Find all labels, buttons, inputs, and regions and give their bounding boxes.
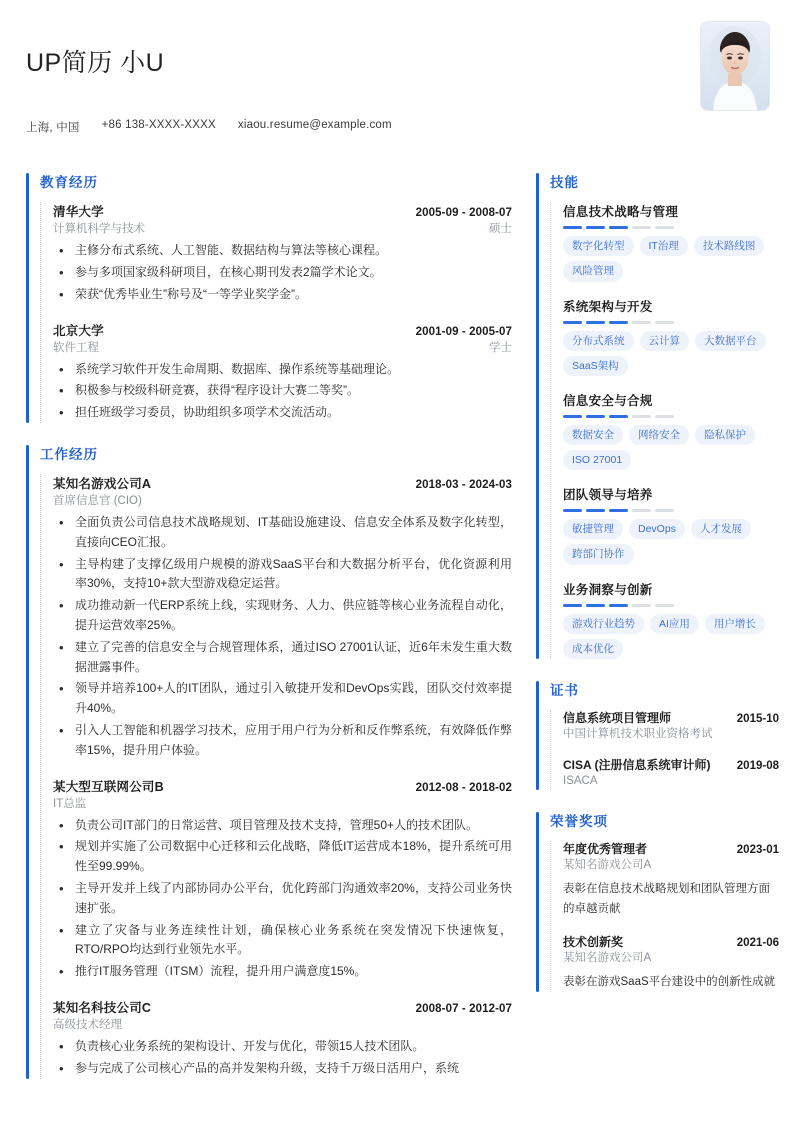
skill-tag[interactable]: 用户增长 xyxy=(705,614,765,634)
skill-level-meter xyxy=(563,226,779,229)
certificate-date: 2015-10 xyxy=(736,712,779,725)
skill-tag[interactable]: 分布式系统 xyxy=(563,331,634,351)
level-seg xyxy=(609,226,628,229)
honor-item xyxy=(563,934,779,992)
entry-header xyxy=(53,777,512,795)
honor-header xyxy=(563,934,779,950)
certificate-name: CISA (注册信息系统审计师) xyxy=(563,758,711,773)
certificate-item xyxy=(563,757,779,789)
skill-group xyxy=(563,391,779,470)
level-seg xyxy=(563,415,582,418)
entry-header xyxy=(53,321,512,339)
level-seg xyxy=(632,415,651,418)
education-entry xyxy=(53,202,512,304)
education-bullets xyxy=(53,241,512,304)
degree: 学士 xyxy=(489,341,512,354)
level-seg xyxy=(586,321,605,324)
skill-tag[interactable]: 隐私保护 xyxy=(695,425,755,445)
bullet-item: • 主导构建了支撑亿级用户规模的游戏SaaS平台和大数据分析平台，优化资源利用率30%，支持10+款大型游戏稳定运营。 xyxy=(53,555,512,595)
bullet-item: • 主修分布式系统、人工智能、数据结构与算法等核心课程。 xyxy=(53,241,512,261)
level-seg xyxy=(586,509,605,512)
honor-date: 2021-06 xyxy=(736,937,779,950)
level-seg xyxy=(586,604,605,607)
skill-tag[interactable]: 网络安全 xyxy=(629,425,689,445)
skill-group xyxy=(563,580,779,659)
certificate-items xyxy=(550,710,779,790)
work-date: 2018-03 - 2024-03 xyxy=(415,479,512,492)
avatar xyxy=(701,22,769,110)
bullet-item: • 领导并培养100+人的IT团队，通过引入敏捷开发和DevOps实践，团队交付效率提升40%。 xyxy=(53,679,512,719)
school-name: 清华大学 xyxy=(53,205,104,220)
work-entry xyxy=(53,474,512,761)
section-certificates xyxy=(536,679,779,790)
certificate-header xyxy=(563,757,779,773)
education-date: 2001-09 - 2005-07 xyxy=(415,325,512,338)
contact-phone: +86 138-XXXX-XXXX xyxy=(101,119,216,132)
skill-tag[interactable]: 数据安全 xyxy=(563,425,623,445)
left-column xyxy=(26,171,512,1098)
skill-tag[interactable]: 敏捷管理 xyxy=(563,519,623,539)
certificate-date: 2019-08 xyxy=(736,760,779,773)
skill-group-name: 业务洞察与创新 xyxy=(563,582,653,597)
certificate-name: 信息系统项目管理师 xyxy=(563,710,672,725)
section-title-education: 教育经历 xyxy=(40,175,98,191)
resume-header xyxy=(26,0,773,135)
bullet-item: • 参与多项国家级科研项目，在核心期刊发表2篇学术论文。 xyxy=(53,263,512,283)
right-column xyxy=(536,171,779,1098)
skill-tag[interactable]: IT治理 xyxy=(640,236,688,256)
level-seg xyxy=(655,226,674,229)
skill-tag[interactable]: 人才发展 xyxy=(691,519,751,539)
skill-tags xyxy=(563,236,779,281)
bullet-item: • 引入人工智能和机器学习技术，应用于用户行为分析和反作弊系统，有效降低作弊率15%，提升用户体验。 xyxy=(53,721,512,761)
bullet-item: • 系统学习软件开发生命周期、数据库、操作系统等基础理论。 xyxy=(53,360,512,380)
section-skills xyxy=(536,171,779,659)
level-seg xyxy=(563,321,582,324)
bullet-item: • 参与完成了公司核心产品的高并发架构升级，支持千万级日活用户，系统 xyxy=(53,1059,512,1079)
level-seg xyxy=(563,226,582,229)
company-name: 某知名科技公司C xyxy=(53,1000,152,1015)
page-title: UP简历 小U xyxy=(26,49,165,77)
work-date: 2012-08 - 2018-02 xyxy=(415,781,512,794)
skill-tag[interactable]: 大数据平台 xyxy=(695,331,766,351)
level-seg xyxy=(655,509,674,512)
level-seg xyxy=(563,509,582,512)
entry-subheader xyxy=(53,220,512,236)
level-seg xyxy=(655,604,674,607)
skill-tag[interactable]: 风险管理 xyxy=(563,261,623,281)
company-name: 某大型互联网公司B xyxy=(53,779,164,794)
bullet-item: • 负责核心业务系统的架构设计、开发与优化，带领15人技术团队。 xyxy=(53,1037,512,1057)
entry-header xyxy=(53,202,512,220)
work-bullets xyxy=(53,816,512,982)
level-seg xyxy=(655,321,674,324)
bullet-item: • 负责公司IT部门的日常运营、项目管理及技术支持，管理50+人的技术团队。 xyxy=(53,816,512,836)
level-seg xyxy=(632,321,651,324)
skill-tag[interactable]: ISO 27001 xyxy=(563,450,631,470)
certificate-item xyxy=(563,710,779,742)
major: 计算机科学与技术 xyxy=(53,223,145,236)
skill-tag[interactable]: 跨部门协作 xyxy=(563,544,634,564)
level-seg xyxy=(609,415,628,418)
honor-items xyxy=(550,841,779,993)
section-work xyxy=(26,443,512,1079)
skill-group-name: 系统架构与开发 xyxy=(563,299,653,314)
skill-tag[interactable]: DevOps xyxy=(629,519,685,539)
skill-tags xyxy=(563,614,779,659)
work-bullets xyxy=(53,513,512,761)
entry-header xyxy=(53,998,512,1016)
skill-tag[interactable]: 成本优化 xyxy=(563,639,623,659)
education-date: 2005-09 - 2008-07 xyxy=(415,207,512,220)
job-title: 高级技术经理 xyxy=(53,1018,122,1031)
skill-group-name: 信息技术战略与管理 xyxy=(563,205,679,220)
certificate-issuer: 中国计算机技术职业资格考试 xyxy=(563,728,713,741)
skill-level-meter xyxy=(563,415,779,418)
school-name: 北京大学 xyxy=(53,323,104,338)
honor-name: 技术创新奖 xyxy=(563,935,624,950)
section-title-certificates: 证书 xyxy=(550,682,579,698)
level-seg xyxy=(655,415,674,418)
contact-line xyxy=(26,119,392,135)
job-title: 首席信息官 (CIO) xyxy=(53,495,142,508)
honor-issuer: 某知名游戏公司A xyxy=(563,952,652,965)
level-seg xyxy=(632,509,651,512)
education-entry xyxy=(53,321,512,423)
skill-group xyxy=(563,297,779,376)
contact-location: 上海, 中国 xyxy=(26,122,80,135)
resume-body xyxy=(26,171,779,1098)
level-seg xyxy=(609,604,628,607)
skill-groups xyxy=(550,202,779,659)
bullet-item: • 全面负责公司信息技术战略规划、IT基础设施建设、信息安全体系及数字化转型，直接向CEO汇报。 xyxy=(53,513,512,553)
entry-header xyxy=(53,474,512,492)
company-name: 某知名游戏公司A xyxy=(53,477,152,492)
work-bullets xyxy=(53,1037,512,1079)
entry-subheader xyxy=(53,339,512,355)
honor-date: 2023-01 xyxy=(736,843,779,856)
skill-tags xyxy=(563,519,779,564)
bullet-item: • 成功推动新一代ERP系统上线，实现财务、人力、供应链等核心业务流程自动化，提升运营效率25%。 xyxy=(53,596,512,636)
honor-description: 表彰在游戏SaaS平台建设中的创新性成就 xyxy=(563,976,776,989)
skill-tag[interactable]: 数字化转型 xyxy=(563,236,634,256)
bullet-item: • 积极参与校级科研竞赛，获得“程序设计大赛二等奖”。 xyxy=(53,381,512,401)
skill-tag[interactable]: 游戏行业趋势 xyxy=(563,614,644,634)
bullet-item: • 主导开发并上线了内部协同办公平台，优化跨部门沟通效率20%，支持公司业务快速扩张。 xyxy=(53,879,512,919)
level-seg xyxy=(632,604,651,607)
skill-tags xyxy=(563,331,779,376)
degree: 硕士 xyxy=(489,223,512,236)
skill-group xyxy=(563,202,779,281)
certificate-issuer: ISACA xyxy=(563,775,598,788)
section-honors xyxy=(536,810,779,993)
portrait-photo-icon xyxy=(701,22,769,110)
education-bullets xyxy=(53,360,512,423)
skill-group-name: 信息安全与合规 xyxy=(563,393,653,408)
honor-issuer: 某知名游戏公司A xyxy=(563,858,652,871)
work-items xyxy=(40,474,512,1079)
skill-group-name: 团队领导与培养 xyxy=(563,488,653,503)
honor-header xyxy=(563,841,779,857)
major: 软件工程 xyxy=(53,341,99,354)
bullet-item: • 建立了完善的信息安全与合规管理体系，通过ISO 27001认证，近6年未发生重大数据泄露事件。 xyxy=(53,638,512,678)
bullet-item: • 荣获“优秀毕业生”称号及“一等学业奖学金”。 xyxy=(53,285,512,305)
honor-description: 表彰在信息技术战略规划和团队管理方面的卓越贡献 xyxy=(563,882,770,915)
certificate-header xyxy=(563,710,779,726)
header-left xyxy=(26,22,392,135)
level-seg xyxy=(563,604,582,607)
level-seg xyxy=(632,226,651,229)
section-title-honors: 荣誉奖项 xyxy=(550,813,608,829)
level-seg xyxy=(609,321,628,324)
section-education xyxy=(26,171,512,423)
section-title-skills: 技能 xyxy=(550,175,579,191)
section-title-work: 工作经历 xyxy=(40,447,98,463)
education-items xyxy=(40,202,512,423)
honor-name: 年度优秀管理者 xyxy=(563,841,648,856)
level-seg xyxy=(586,226,605,229)
level-seg xyxy=(586,415,605,418)
bullet-item: • 担任班级学习委员，协助组织多项学术交流活动。 xyxy=(53,403,512,423)
bullet-item: • 推行IT服务管理（ITSM）流程，提升用户满意度15%。 xyxy=(53,962,512,982)
skill-tag[interactable]: 技术路线图 xyxy=(694,236,765,256)
contact-email: xiaou.resume@example.com xyxy=(237,119,392,132)
work-entry xyxy=(53,998,512,1079)
skill-level-meter xyxy=(563,321,779,324)
skill-tag[interactable]: SaaS架构 xyxy=(563,356,628,376)
level-seg xyxy=(609,509,628,512)
honor-item xyxy=(563,841,779,920)
work-entry xyxy=(53,777,512,982)
skill-tags xyxy=(563,425,779,470)
skill-group xyxy=(563,485,779,564)
work-date: 2008-07 - 2012-07 xyxy=(415,1002,512,1015)
skill-tag[interactable]: 云计算 xyxy=(640,331,690,351)
skill-level-meter xyxy=(563,604,779,607)
skill-tag[interactable]: AI应用 xyxy=(650,614,699,634)
job-title: IT总监 xyxy=(53,797,87,810)
bullet-item: • 建立了灾备与业务连续性计划，确保核心业务系统在突发情况下快速恢复，RTO/RPO均达到行业领先水平。 xyxy=(53,921,512,961)
skill-level-meter xyxy=(563,509,779,512)
bullet-item: • 规划并实施了公司数据中心迁移和云化战略，降低IT运营成本18%，提升系统可用性至99.99%。 xyxy=(53,837,512,877)
